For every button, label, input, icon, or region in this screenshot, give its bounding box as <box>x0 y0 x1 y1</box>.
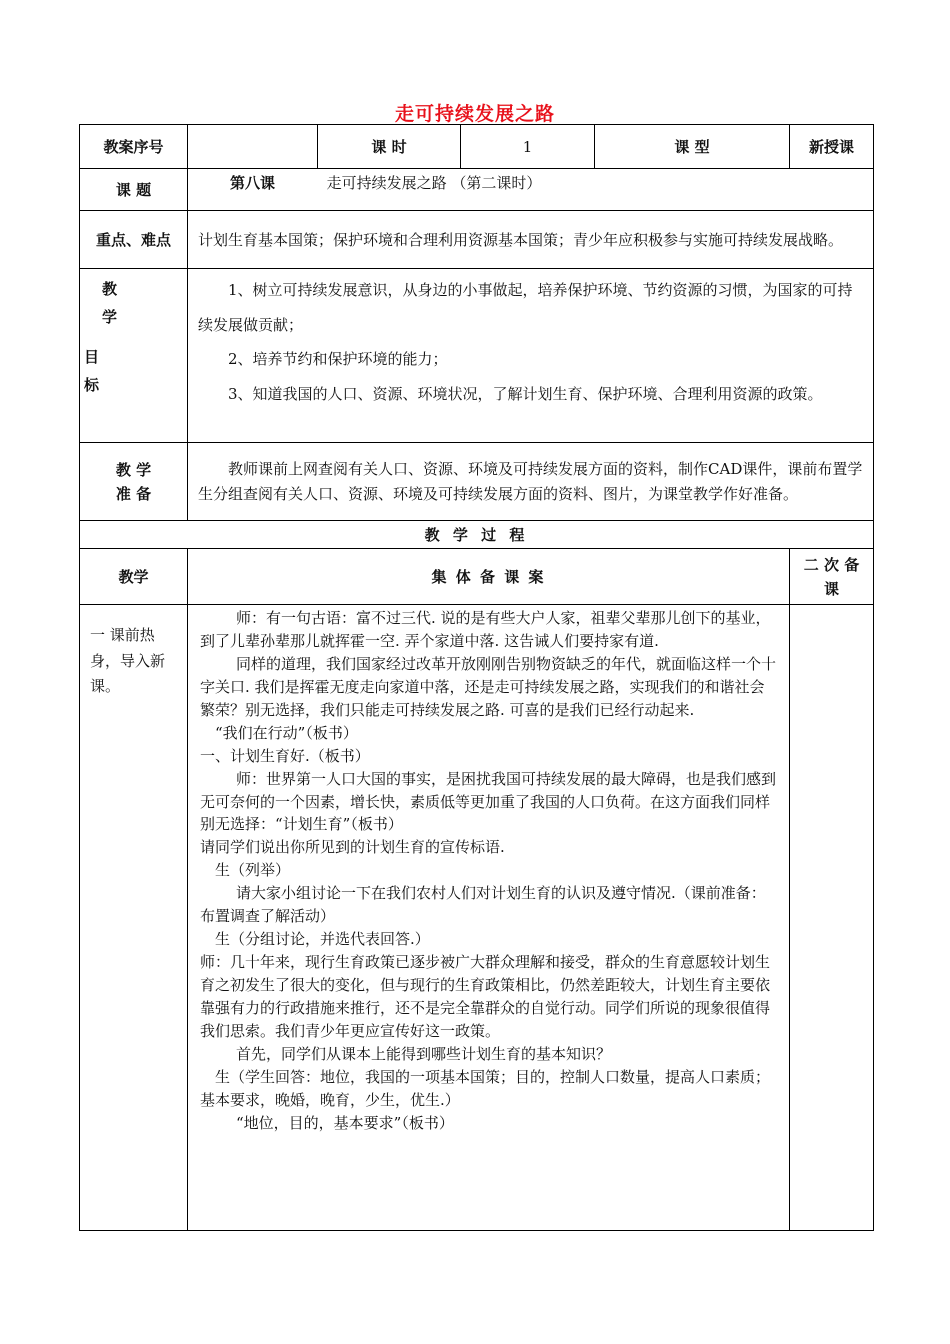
process-title: 教 学 过 程 <box>80 521 874 549</box>
prep-text <box>188 443 874 521</box>
plan-line: 首先，同学们从课本上能得到哪些计划生育的基本知识？ <box>236 1044 612 1063</box>
col-second-header: 二 次 备 课 <box>790 549 874 605</box>
goals-text <box>188 269 874 443</box>
prep-paragraph: 教师课前上网查阅有关人口、资源、环境及可持续发展方面的资料，制作CAD课件，课前布置学生分组查阅有关人口、资源、环境及可持续发展方面的资料、图片，为课堂教学作好准备。 <box>198 459 863 503</box>
period-label: 课 时 <box>318 125 461 169</box>
header-row <box>80 125 874 169</box>
plan-line: 生（分组讨论，并选代表回答.） <box>215 930 430 949</box>
goals-label <box>80 269 188 443</box>
plan-line: “我们在行动”（板书） <box>215 723 358 742</box>
prep-label-1: 教 学 <box>115 460 152 479</box>
key-label: 重点、难点 <box>80 211 188 269</box>
seq-value <box>188 125 318 169</box>
process-body-row <box>80 605 874 1231</box>
plan-line: 请大家小组讨论一下在我们农村人们对计划生育的认识及遵守情况.（课前准备：布置调查了解活动） <box>200 884 766 926</box>
prep-row <box>80 443 874 521</box>
plan-line: “地位，目的，基本要求”（板书） <box>236 1113 454 1132</box>
goals-label-3: 目 <box>84 348 100 366</box>
plan-line: 师：几十年来，现行生育政策已逐步被广大群众理解和接受，群众的生育意愿较计划生育之初发生了很大的变化，但与现行的生育政策相比，仍然差距较大，计划生育主要依靠强有力的行政措施来推行，还不是完全靠群众的自觉行动。同学们所说的现象很值得我们思索。我们青少年更应宣传好这一政策。 <box>200 953 771 1040</box>
topic-name: 走可持续发展之路 （第二课时） <box>326 174 542 192</box>
topic-label: 课 题 <box>80 169 188 211</box>
plan-line: 一、计划生育好.（板书） <box>200 746 370 765</box>
goals-label-4: 标 <box>84 376 100 394</box>
seq-label: 教案序号 <box>80 125 188 169</box>
process-title-row <box>80 521 874 549</box>
key-text: 计划生育基本国策；保护环境和合理利用资源基本国策；青少年应积极参与实施可持续发展战略。 <box>188 211 874 269</box>
plan-line: 生（学生回答：地位，我国的一项基本国策；目的，控制人口数量，提高人口素质；基本要求，晚婚，晚育，少生，优生.） <box>200 1067 771 1109</box>
plan-line: 师：世界第一人口大国的事实，是困扰我国可持续发展的最大障碍，也是我们感到无可奈何的一个因素，增长快，素质低等更加重了我国的人口负荷。在这方面我们同样别无选择：“计划生育”（板书） <box>200 769 777 834</box>
plan-line: 生（列举） <box>215 861 291 880</box>
goal-item: 1、树立可持续发展意识，从身边的小事做起，培养保护环境、节约资源的习惯，为国家的可持续发展做贡献； <box>198 281 853 334</box>
prep-label <box>80 443 188 521</box>
plan-line: 师：有一句古语：富不过三代. 说的是有些大户人家，祖辈父辈那儿创下的基业，到了儿辈孙辈那儿就挥霍一空. 弄个家道中落. 这告诫人们要持家有道. <box>200 609 771 650</box>
goal-item: 3、知道我国的人口、资源、环境状况，了解计划生育、保护环境、合理利用资源的政策。 <box>228 384 823 403</box>
topic-cell <box>188 169 874 211</box>
goals-label-1: 教 <box>102 280 118 298</box>
period-value: 1 <box>461 125 595 169</box>
lesson-plan-table <box>79 124 874 1231</box>
second-plan-cell <box>790 605 874 1231</box>
plan-cell <box>188 605 790 1231</box>
type-label: 课 型 <box>595 125 790 169</box>
goals-label-2: 学 <box>102 308 118 326</box>
col-step-header: 教学 <box>80 549 188 605</box>
step-cell: 一 课前热身，导入新课。 <box>80 605 188 1231</box>
col-plan-header: 集 体 备 课 案 <box>188 549 790 605</box>
process-header-row <box>80 549 874 605</box>
key-row <box>80 211 874 269</box>
prep-label-2: 准 备 <box>115 484 152 503</box>
plan-line: 请同学们说出你所见到的计划生育的宣传标语. <box>200 838 505 857</box>
type-value: 新授课 <box>790 125 874 169</box>
topic-row <box>80 169 874 211</box>
topic-lesson: 第八课 <box>230 174 276 192</box>
goals-row <box>80 269 874 443</box>
goal-item: 2、培养节约和保护环境的能力； <box>228 350 448 368</box>
plan-line: 同样的道理，我们国家经过改革开放刚刚告别物资缺乏的年代，就面临这样一个十字关口. 我们是挥霍无度走向家道中落，还是走可持续发展之路，实现我们的和谐社会繁荣？别无选择，我们只能走可持续发展之路. 可喜的是我们已经行动起来. <box>200 654 777 719</box>
document-title: 走可持续发展之路 <box>394 103 555 125</box>
